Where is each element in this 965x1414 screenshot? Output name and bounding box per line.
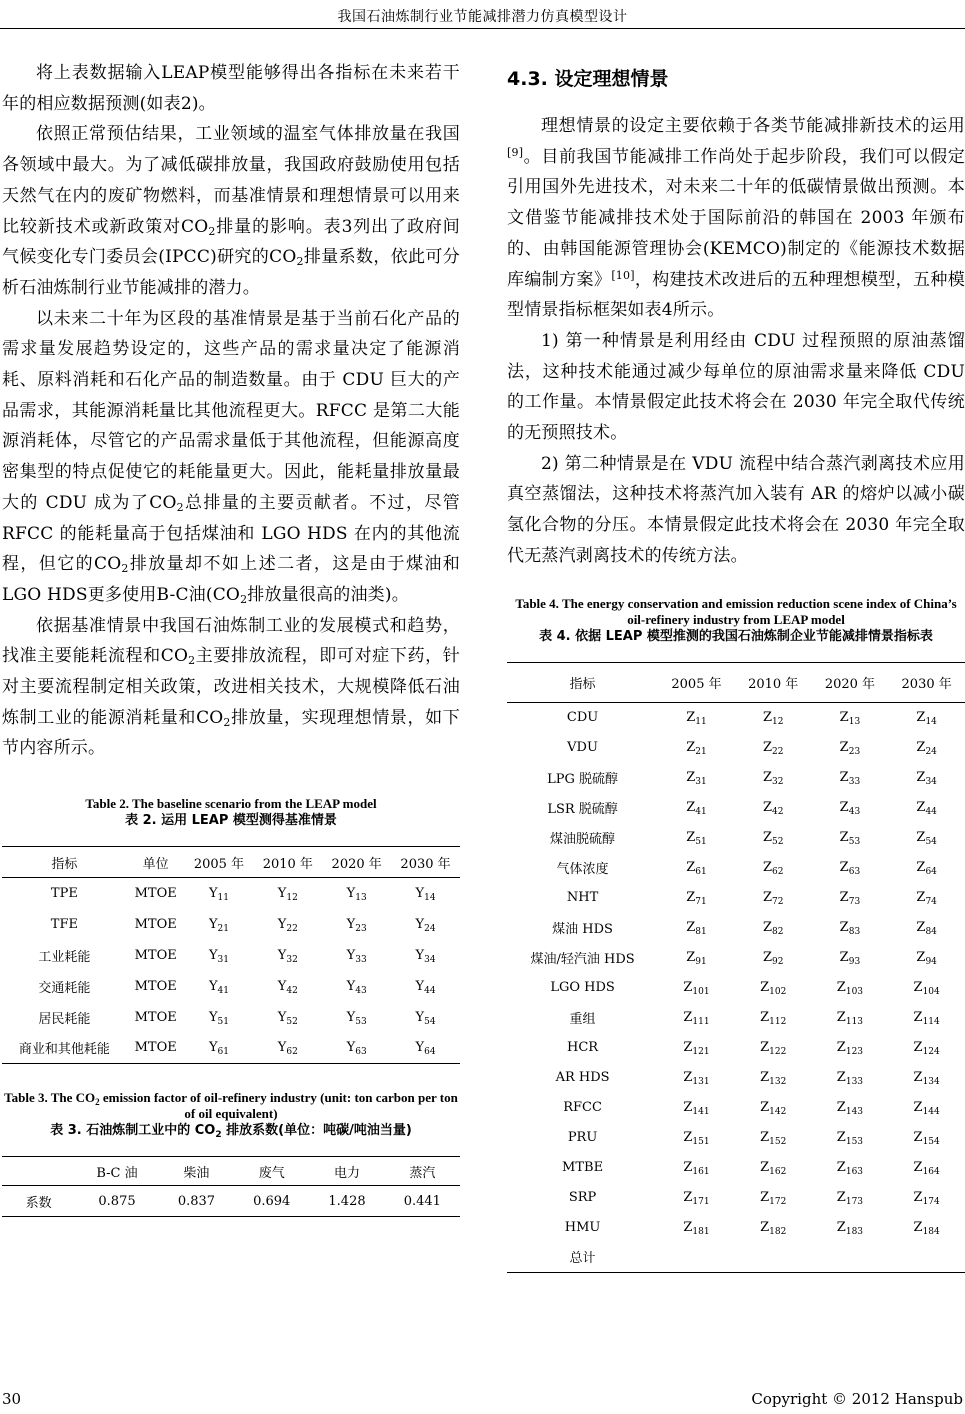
- table-2-cell: $Y_{14}$: [415, 885, 436, 903]
- table-4-cell: [812, 1242, 889, 1272]
- paragraph-6: 1) 第一种情景是利用经由 CDU 过程预照的原油蒸馏法，这种技术能通过减少每单位的原油需求量来降低 CDU 的工作量。本情景假定此技术将会在 2030 年完全取代传统的无预照技术。: [507, 330, 965, 444]
- table-2-row-label: TFE: [50, 916, 78, 932]
- table-4-cell: $Z_{42}$: [762, 799, 784, 817]
- table-2-cell: $Y_{33}$: [346, 947, 367, 965]
- table-4-cell: $Z_{171}$: [683, 1189, 710, 1207]
- table-4-cell: $Z_{181}$: [683, 1219, 710, 1237]
- table-row: [507, 852, 965, 882]
- table-2-cell: $Y_{11}$: [208, 885, 229, 903]
- table-row: [507, 702, 965, 732]
- table-row: [507, 1122, 965, 1152]
- table-4-cell: $Z_{54}$: [916, 829, 937, 847]
- table-4-cell: $Z_{101}$: [683, 979, 710, 997]
- table-4-cell: [888, 1242, 965, 1272]
- table-2: [2, 796, 460, 1064]
- table-2-cell: $Y_{43}$: [346, 978, 367, 996]
- table-4-cell: $Z_{114}$: [913, 1009, 940, 1027]
- table-4-cell: $Z_{94}$: [916, 949, 937, 967]
- table-2-cell: $Y_{62}$: [277, 1040, 298, 1058]
- table-4-cell: $Z_{183}$: [836, 1219, 864, 1237]
- table-2-row-label: 居民耗能: [38, 1011, 91, 1027]
- table-4-cell: $Z_{72}$: [762, 889, 784, 907]
- table-3-header: [2, 1157, 75, 1186]
- table-2-header: 单位: [142, 856, 169, 872]
- table-2-cell: $Y_{13}$: [346, 885, 367, 903]
- table-row: [507, 912, 965, 942]
- table-2-header: 2010 年: [262, 856, 313, 872]
- table-2-caption-en: Table 2. The baseline scenario from the LEAP model: [85, 796, 377, 812]
- table-4-cell: $Z_{71}$: [686, 889, 707, 907]
- table-3-header: 蒸汽: [409, 1165, 436, 1181]
- table-4-caption-en: Table 4. The energy conservation and emission reduction scene index of China’s oil-refinery industry from LEAP model: [515, 595, 957, 627]
- table-2-cell: $Y_{41}$: [208, 978, 229, 996]
- table-4-row-label: LPG 脱硫醇: [547, 771, 619, 787]
- table-4-header: 指标: [569, 676, 596, 692]
- table-4-cell: $Z_{24}$: [916, 739, 937, 757]
- table-4-row-label: HMU: [564, 1219, 601, 1235]
- running-header: 我国石油炼制行业节能减排潜力仿真模型设计: [337, 9, 628, 25]
- table-4-row-label: HCR: [567, 1039, 599, 1055]
- table-4-cell: $Z_{154}$: [913, 1129, 940, 1147]
- paragraph-5: 理想情景的设定主要依赖于各类节能减排新技术的运用[9]。目前我国节能减排工作尚处于起步阶段，我们可以假定引用国外先进技术，对未来二十年的低碳情景做出预测。本文借鉴节能减排技术处于国际前沿的韩国在 2003 年颁布的、由韩国能源管理协会(KEMCO)制定的《能源技术数据库编制方案》[10]，构建技术改进后的五种理想模型，五种模型情景指标框架如表4所示。: [507, 116, 965, 321]
- left-column: [2, 58, 460, 1217]
- header-rule: [0, 28, 965, 29]
- table-4-cell: $Z_{84}$: [916, 919, 937, 937]
- table-row: [507, 732, 965, 762]
- table-4-cell: $Z_{163}$: [836, 1159, 864, 1177]
- table-2-header: 2020 年: [331, 856, 382, 872]
- table-row: [2, 1033, 460, 1064]
- table-4-row-label: SRP: [568, 1189, 597, 1205]
- paragraph-4: 依据基准情景中我国石油炼制工业的发展模式和趋势，找准主要能耗流程和$CO_2$主要排放流程，即可对症下药，针对主要流程制定相关政策，改进相关技术，大规模降低石油炼制工业的能源消耗量和$CO_2$排放量，实现理想情景，如下节内容所示。: [2, 615, 460, 759]
- table-2-header: 指标: [51, 856, 78, 872]
- page-number: 30: [2, 1390, 22, 1408]
- table-row: [507, 882, 965, 912]
- table-4-header: 2010 年: [748, 676, 799, 692]
- table-4-cell: $Z_{92}$: [762, 949, 784, 967]
- table-total-row: [507, 1242, 965, 1272]
- table-4-cell: $Z_{144}$: [913, 1099, 940, 1117]
- table-row: [2, 1186, 460, 1217]
- table-4-cell: $Z_{152}$: [760, 1129, 787, 1147]
- table-4-cell: $Z_{32}$: [762, 769, 784, 787]
- table-row: [507, 942, 965, 972]
- table-3-caption-en: Table 3. The $CO_2$ emission factor of oil-refinery industry (unit: ton carbon per ton of oil equivalent): [4, 1090, 458, 1122]
- table-4-row-label: 煤油 HDS: [552, 921, 613, 937]
- table-4-cell: $Z_{143}$: [836, 1099, 864, 1117]
- table-4-cell: $Z_{123}$: [836, 1039, 864, 1057]
- table-2-unit: MTOE: [134, 1040, 177, 1056]
- table-row: [507, 1002, 965, 1032]
- table-4-cell: $Z_{124}$: [913, 1039, 940, 1057]
- copyright: Copyright © 2012 Hanspub: [751, 1390, 963, 1408]
- table-4-cell: $Z_{22}$: [762, 739, 784, 757]
- table-row: [507, 1212, 965, 1242]
- table-3-header: 柴油: [183, 1165, 210, 1181]
- table-2-cell: $Y_{54}$: [415, 1009, 436, 1027]
- table-row: [507, 1032, 965, 1062]
- table-4-cell: $Z_{31}$: [686, 769, 707, 787]
- table-2-unit: MTOE: [134, 978, 177, 994]
- table-4-grid: [507, 662, 965, 1273]
- table-2-cell: $Y_{23}$: [346, 916, 367, 934]
- table-4-cell: $Z_{83}$: [839, 919, 861, 937]
- table-2-cell: $Y_{44}$: [415, 978, 436, 996]
- table-4-cell: $Z_{133}$: [836, 1069, 864, 1087]
- table-4-cell: $Z_{73}$: [839, 889, 861, 907]
- table-2-row-label: 交通耗能: [38, 980, 91, 996]
- table-3-header: B-C 油: [96, 1165, 138, 1181]
- table-4-row-label: AR HDS: [555, 1069, 610, 1085]
- table-4-cell: $Z_{153}$: [836, 1129, 864, 1147]
- table-2-unit: MTOE: [134, 947, 177, 963]
- table-4-cell: $Z_{172}$: [760, 1189, 787, 1207]
- table-row: [507, 792, 965, 822]
- table-2-header: 2030 年: [400, 856, 451, 872]
- table-2-cell: $Y_{32}$: [277, 947, 298, 965]
- table-2-row-label: 商业和其他耗能: [18, 1042, 110, 1058]
- table-3-grid: [2, 1156, 460, 1217]
- table-4-cell: $Z_{52}$: [762, 829, 784, 847]
- table-4-row-label: 煤油脱硫醇: [550, 831, 616, 847]
- table-4-cell: $Z_{62}$: [762, 859, 784, 877]
- table-4-cell: $Z_{63}$: [839, 859, 861, 877]
- paragraph-1: 将上表数据输入LEAP模型能够得出各指标在未来若干年的相应数据预测(如表2)。: [2, 63, 460, 114]
- table-4-cell: $Z_{53}$: [839, 829, 861, 847]
- table-4-cell: $Z_{184}$: [913, 1219, 940, 1237]
- table-row: [507, 1092, 965, 1122]
- table-3-cell: 1.428: [328, 1193, 366, 1209]
- table-4-total-label: 总计: [569, 1251, 596, 1267]
- paragraph-7: 2) 第二种情景是在 VDU 流程中结合蒸汽剥离技术应用真空蒸馏法，这种技术将蒸汽加入装有 AR 的熔炉以减小碳氢化合物的分压。本情景假定此技术将会在 2030 年完全取代无蒸汽剥离技术的传统方法。: [507, 453, 965, 566]
- table-4-cell: $Z_{74}$: [916, 889, 937, 907]
- table-4-cell: $Z_{103}$: [836, 979, 864, 997]
- table-4-cell: $Z_{151}$: [683, 1129, 710, 1147]
- table-4-row-label: VDU: [567, 739, 598, 755]
- table-4-cell: $Z_{43}$: [839, 799, 861, 817]
- table-2-cell: $Y_{12}$: [277, 885, 298, 903]
- table-2-unit: MTOE: [134, 916, 177, 932]
- table-4-cell: $Z_{91}$: [686, 949, 707, 967]
- table-4-row-label: 气体浓度: [556, 861, 609, 877]
- table-4-row-label: RFCC: [563, 1099, 602, 1115]
- table-4-cell: $Z_{121}$: [683, 1039, 710, 1057]
- table-2-header: 2005 年: [193, 856, 245, 872]
- table-3-cell: 0.441: [403, 1193, 441, 1209]
- table-4-cell: $Z_{61}$: [686, 859, 707, 877]
- table-4-cell: $Z_{141}$: [683, 1099, 710, 1117]
- table-4-cell: $Z_{104}$: [913, 979, 940, 997]
- table-2-cell: $Y_{64}$: [415, 1040, 436, 1058]
- table-2-cell: $Y_{51}$: [208, 1009, 229, 1027]
- table-4-cell: $Z_{44}$: [916, 799, 937, 817]
- table-4-cell: [735, 1242, 812, 1272]
- table-4-cell: $Z_{112}$: [760, 1009, 787, 1027]
- table-2-cell: $Y_{63}$: [346, 1040, 367, 1058]
- table-row: [507, 1152, 965, 1182]
- table-2-cell: $Y_{21}$: [208, 916, 229, 934]
- table-3: [2, 1090, 460, 1217]
- table-4-header: 2005 年: [671, 676, 722, 692]
- table-row: [507, 1182, 965, 1212]
- table-4-cell: $Z_{173}$: [836, 1189, 864, 1207]
- table-4-cell: $Z_{162}$: [760, 1159, 787, 1177]
- table-2-unit: MTOE: [134, 1009, 177, 1025]
- table-row: [507, 762, 965, 792]
- table-4-cell: $Z_{12}$: [762, 709, 784, 727]
- table-2-cell: $Y_{24}$: [415, 916, 436, 934]
- table-4-cell: $Z_{164}$: [913, 1159, 940, 1177]
- table-4-header: 2020 年: [824, 676, 876, 692]
- table-3-header: 废气: [258, 1165, 285, 1181]
- table-2-cell: $Y_{42}$: [277, 978, 298, 996]
- table-2-row-label: TPE: [50, 885, 78, 901]
- table-4-cell: $Z_{23}$: [839, 739, 861, 757]
- table-2-cell: $Y_{31}$: [208, 947, 229, 965]
- table-3-header: 电力: [334, 1165, 361, 1181]
- table-2-cell: $Y_{61}$: [208, 1040, 229, 1058]
- table-3-row-label: 系数: [25, 1195, 52, 1211]
- section-title: 4.3. 设定理想情景: [507, 68, 669, 90]
- table-2-cell: $Y_{34}$: [415, 947, 436, 965]
- table-row: [507, 972, 965, 1002]
- table-4: [507, 596, 965, 1273]
- table-4-row-label: LGO HDS: [550, 979, 615, 995]
- table-3-caption-zh: 表 3. 石油炼制工业中的 $CO_2$ 排放系数(单位：吨碳/吨油当量): [50, 1123, 412, 1141]
- table-4-cell: $Z_{11}$: [686, 709, 707, 727]
- table-4-cell: $Z_{81}$: [686, 919, 707, 937]
- table-4-cell: $Z_{51}$: [686, 829, 707, 847]
- table-3-cell: 0.694: [253, 1193, 291, 1209]
- table-4-cell: $Z_{102}$: [760, 979, 787, 997]
- right-column: [507, 58, 965, 1273]
- table-4-cell: $Z_{134}$: [913, 1069, 940, 1087]
- table-4-cell: $Z_{41}$: [686, 799, 707, 817]
- table-row: [2, 971, 460, 1002]
- table-4-cell: $Z_{182}$: [760, 1219, 787, 1237]
- table-4-cell: [658, 1242, 735, 1272]
- table-row: [2, 1002, 460, 1033]
- table-4-cell: $Z_{113}$: [836, 1009, 864, 1027]
- table-2-unit: MTOE: [134, 885, 177, 901]
- table-2-cell: $Y_{52}$: [277, 1009, 298, 1027]
- table-row: [2, 909, 460, 940]
- table-4-cell: $Z_{161}$: [683, 1159, 710, 1177]
- table-4-cell: $Z_{13}$: [839, 709, 861, 727]
- paragraph-2: 依照正常预估结果，工业领域的温室气体排放量在我国各领域中最大。为了减低碳排放量，我国政府鼓励使用包括天然气在内的废矿物燃料，而基准情景和理想情景可以用来比较新技术或新政策对$CO_2$排量的影响。表3列出了政府间气候变化专门委员会(IPCC)研究的$CO_2$排量系数，依此可分析石油炼制行业节能减排的潜力。: [2, 124, 460, 298]
- table-4-header: 2030 年: [901, 676, 952, 692]
- table-3-cell: 0.875: [98, 1193, 136, 1209]
- table-4-cell: $Z_{93}$: [839, 949, 861, 967]
- table-4-cell: $Z_{132}$: [760, 1069, 787, 1087]
- table-4-caption-zh: 表 4. 依据 LEAP 模型推测的我国石油炼制企业节能减排情景指标表: [539, 628, 933, 644]
- table-4-cell: $Z_{174}$: [913, 1189, 940, 1207]
- table-row: [2, 940, 460, 971]
- table-4-cell: $Z_{142}$: [760, 1099, 787, 1117]
- table-4-cell: $Z_{33}$: [839, 769, 861, 787]
- table-2-cell: $Y_{53}$: [346, 1009, 367, 1027]
- table-2-caption-zh: 表 2. 运用 LEAP 模型测得基准情景: [125, 813, 337, 829]
- table-3-cell: 0.837: [177, 1193, 216, 1209]
- table-4-cell: $Z_{111}$: [683, 1009, 710, 1027]
- paragraph-3: 以未来二十年为区段的基准情景是基于当前石化产品的需求量发展趋势设定的，这些产品的需求量决定了能源消耗、原料消耗和石化产品的制造数量。由于 CDU 巨大的产品需求，其能源消耗量比其他流程更大。RFCC 是第二大能源消耗体，尽管它的产品需求量低于其他流程，但能源高度密集型的特点促使它的耗能量更大。因此，能耗量排放量最大的 CDU 成为了$CO_2$总排量的主要贡献者。不过，尽管 RFCC 的能耗量高于包括煤油和 LGO HDS 在内的其他流程，但它的$CO_2$排放量却不如上述二者，这是由于煤油和LGO HDS更多使用B-C油($CO_2$排放量很高的油类)。: [2, 308, 460, 606]
- table-4-cell: $Z_{131}$: [683, 1069, 710, 1087]
- table-4-row-label: 重组: [569, 1011, 596, 1027]
- table-4-cell: $Z_{34}$: [916, 769, 937, 787]
- table-2-grid: [2, 846, 460, 1064]
- table-row: [507, 1062, 965, 1092]
- table-row: [507, 822, 965, 852]
- table-row: [2, 878, 460, 909]
- table-4-row-label: MTBE: [562, 1159, 604, 1175]
- table-4-cell: $Z_{14}$: [916, 709, 937, 727]
- table-4-row-label: 煤油/轻汽油 HDS: [530, 951, 635, 967]
- table-4-row-label: LSR 脱硫醇: [547, 801, 618, 817]
- table-4-cell: $Z_{21}$: [686, 739, 707, 757]
- table-4-row-label: CDU: [566, 709, 599, 725]
- table-4-row-label: NHT: [566, 889, 599, 905]
- table-4-cell: $Z_{82}$: [762, 919, 784, 937]
- table-4-cell: $Z_{122}$: [760, 1039, 787, 1057]
- table-4-cell: $Z_{64}$: [916, 859, 937, 877]
- table-2-cell: $Y_{22}$: [277, 916, 298, 934]
- table-2-row-label: 工业耗能: [38, 949, 91, 965]
- table-4-row-label: PRU: [567, 1129, 598, 1145]
